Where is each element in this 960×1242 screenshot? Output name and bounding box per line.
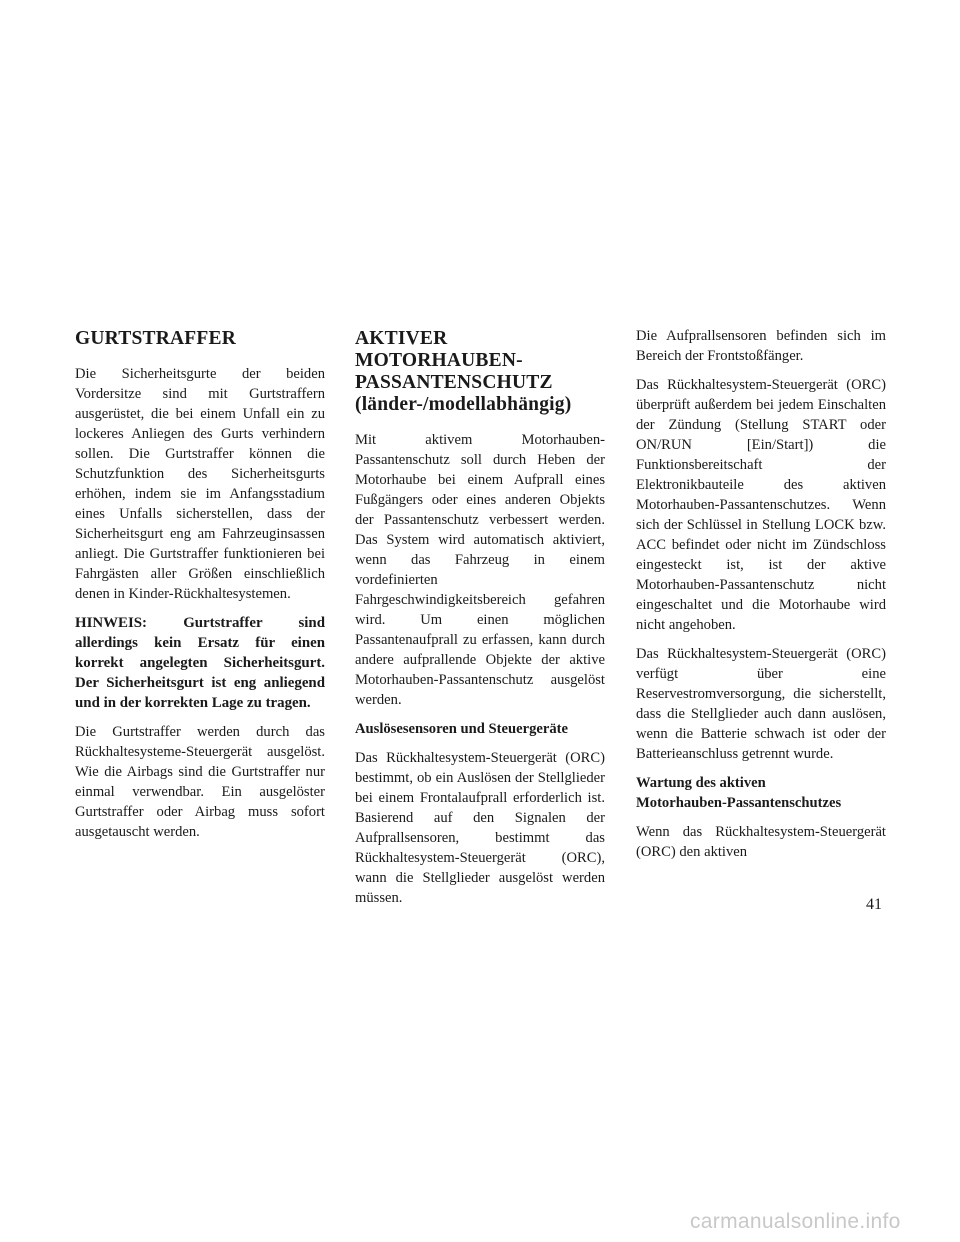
- right-column: [636, 322, 886, 871]
- title-line: PASSANTENSCHUTZ: [355, 372, 553, 393]
- title-line: MOTORHAUBEN-: [355, 350, 523, 371]
- paragraph-motorhauben-intro: Mit aktivem Motorhauben-Passantenschutz soll durch Heben der Motorhaube bei einem Aufprall eines Fußgängers oder eines anderen Objekts der Passantenschutz verbessert werden. Das System wird automatisch aktiviert, wenn das Fahrzeug in einem vordefinierten Fahrgeschwindigkeitsbereich gefahren wird. Um einen möglichen Passantenaufprall zu erfassen, kann durch andere aufprallende Objekte der aktive Motorhauben-Passantenschutz ausgelöst werden.: [355, 432, 605, 708]
- title-line: AKTIVER: [355, 328, 448, 349]
- paragraph-orc-bestimmt: Das Rückhaltesystem-Steuergerät (ORC) bestimmt, ob ein Auslösen der Stellglieder bei einem Frontalaufprall erforderlich ist. Basierend auf den Signalen der Aufprallsensoren, bestimmt das Rückhaltesystem-Steuergerät (ORC), wann die Stellglieder ausgelöst werden müssen.: [355, 750, 605, 906]
- paragraph-reservestrom: Das Rückhaltesystem-Steuergerät (ORC) verfügt über eine Reservestromversorgung, die sicherstellt, dass die Stellglieder auch dann auslösen, wenn die Batterie schwach ist oder der Batterieanschluss getrennt wurde.: [636, 646, 886, 762]
- subheading-line: Wartung des aktiven: [636, 775, 766, 791]
- section-title-motorhauben: [355, 328, 605, 416]
- paragraph-gurtstraffer-ausloesung: Die Gurtstraffer werden durch das Rückhaltesysteme-Steuergerät ausgelöst. Wie die Airbags sind die Gurtstraffer nur einmal verwendbar. Ein ausgelöster Gurtstraffer oder Airbag muss sofort ausgetauscht werden.: [75, 724, 325, 840]
- paragraph-aufprallsensoren: Die Aufprallsensoren befinden sich im Bereich der Frontstoßfänger.: [636, 328, 886, 364]
- page-number: 41: [866, 896, 882, 913]
- left-column: [75, 322, 325, 851]
- note-paragraph: HINWEIS: Gurtstraffer sind allerdings kein Ersatz für einen korrekt angelegten Sicherheitsgurt. Der Sicherheitsgurt ist eng anliegend und in der korrekten Lage zu tragen.: [75, 615, 325, 711]
- subheading-line: Motorhauben-Passantenschutzes: [636, 795, 842, 811]
- paragraph-wartung: Wenn das Rückhaltesystem-Steuergerät (ORC) den aktiven: [636, 824, 886, 860]
- paragraph-orc-ueberprueft: Das Rückhaltesystem-Steuergerät (ORC) überprüft außerdem bei jedem Einschalten der Zündung (Stellung START oder ON/RUN [Ein/Start]) die Funktionsbereitschaft der Elektronikbauteile des aktiven Motorhauben-Passantenschutzes. Wenn sich der Schlüssel in Stellung LOCK bzw. ACC befindet oder nicht im Zündschloss eingesteckt ist, ist der aktive Motorhauben-Passantenschutz nicht eingeschaltet und die Motorhaube wird nicht angehoben.: [636, 377, 886, 633]
- paragraph-gurtstraffer-intro: Die Sicherheitsgurte der beiden Vordersitze sind mit Gurtstraffern ausgerüstet, die bei einem Unfall ein zu lockeres Anliegen des Gurts verhindern sollen. Die Gurtstraffer können die Schutzfunktion des Sicherheitsgurts erhöhen, indem sie im Anfangsstadium eines Unfalls sicherstellen, dass der Sicherheitsgurt eng am Fahrzeuginsassen anliegt. Die Gurtstraffer funktionieren bei Fahrgästen aller Größen einschließlich denen in Kinder-Rückhaltesystemen.: [75, 366, 325, 602]
- title-line: (länder-/modellabhängig): [355, 394, 572, 415]
- middle-column: [355, 322, 605, 917]
- watermark: carmanualsonline.info: [690, 1210, 901, 1233]
- subheading-ausloesesensoren: Auslösesensoren und Steuergeräte: [355, 721, 568, 737]
- subheading-wartung: [636, 773, 886, 813]
- section-title-gurtstraffer: GURTSTRAFFER: [75, 328, 236, 349]
